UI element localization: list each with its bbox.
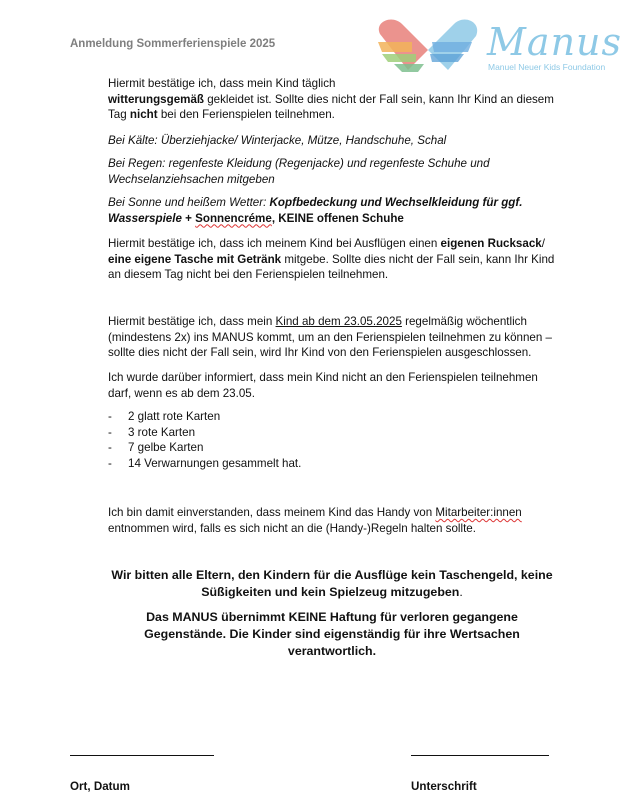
text-bold: nicht [129, 108, 158, 121]
attendance-paragraph [108, 314, 556, 361]
text-bold: Kopfbedeckung und Wechselkleidung für ggf. Wasserspiele [108, 196, 523, 225]
notice-paragraph-1 [108, 567, 556, 601]
list-item-text: 7 gelbe Karten [128, 441, 204, 454]
text-bold: witterungsgemäß [108, 92, 204, 106]
text: . [459, 585, 463, 599]
sun-weather-line [108, 195, 556, 226]
text: gekleidet ist. Sollte dies nicht der Fall sein, kann Ihr Kind an diesem Tag [108, 92, 554, 121]
text-underlined: Mitarbeiter:innen [435, 506, 522, 519]
signature-label: Unterschrift [411, 780, 477, 793]
notice-paragraph-2: Das MANUS übernimmt KEINE Haftung für verloren gegangene Gegenstände. Die Kinder sind eigenständig für ihre Wertsachen verantwortlich. [144, 610, 520, 658]
text: / [541, 237, 545, 250]
list-item-text: 14 Verwarnungen gesammelt hat. [128, 456, 302, 470]
list-item: - 7 gelbe Karten [108, 441, 204, 454]
header-title: Anmeldung Sommerferienspiele 2025 [70, 38, 276, 50]
rain-weather-line: Bei Regen: regenfeste Kleidung (Regenjacke) und regenfeste Schuhe und Wechselanziehsachen mitgeben [108, 157, 490, 186]
list-item-text: 2 glatt rote Karten [128, 410, 221, 423]
signature-line-left [70, 755, 214, 756]
text-underlined: Kind ab dem 23.05.2025 [275, 315, 402, 328]
text-bold: eine eigene Tasche mit Getränk [108, 252, 282, 266]
text: mitgebe. Sollte dies nicht der Fall sein, kann Ihr Kind an diesem Tag nicht bei den Ferienspielen teilnehmen. [108, 252, 555, 281]
text-bold: Wir bitten alle Eltern, den Kindern für die Ausflüge kein Taschengeld, keine Süßigkeiten und kein Spielzeug mitzugeben [111, 568, 553, 599]
text: entnommen wird, falls es sich nicht an die (Handy-)Regeln halten sollte. [108, 521, 476, 535]
place-date-label: Ort, Datum [70, 780, 130, 793]
backpack-paragraph [108, 236, 556, 283]
logo-wordmark: Manus [487, 20, 623, 64]
cold-weather-line: Bei Kälte: Überziehjacke/ Winterjacke, Mütze, Handschuhe, Schal [108, 134, 447, 147]
text: regelmäßig wöchentlich (mindestens 2x) ins MANUS kommt, um an den Ferienspielen teilnehmen zu können – sollte dies nicht der Fall sein, wird Ihr Kind von den Ferienspielen ausgeschlossen. [108, 315, 552, 359]
list-item: - 3 rote Karten [108, 425, 196, 439]
text-bold: + [181, 211, 196, 225]
text: Hiermit bestätige ich, dass mein [108, 315, 276, 328]
list-item: - 14 Verwarnungen gesammelt hat. [108, 456, 302, 470]
signature-line-right [411, 755, 549, 756]
text-bold: eigenen Rucksack [440, 237, 542, 250]
card-list [108, 409, 301, 471]
heart-hands-icon [372, 12, 484, 74]
phone-paragraph [108, 505, 556, 536]
text: bei den Ferienspielen teilnehmen. [157, 108, 335, 121]
text-bold: Sonnencréme [195, 211, 272, 225]
logo-subtitle: Manuel Neuer Kids Foundation [488, 62, 606, 72]
manus-logo [372, 12, 623, 82]
text: Bei Sonne und heißem Wetter: [108, 196, 270, 209]
list-item: - 2 glatt rote Karten [108, 410, 221, 423]
text: Ich bin damit einverstanden, dass meinem Kind das Handy von [108, 506, 436, 519]
text: Hiermit bestätige ich, dass mein Kind täglich [108, 77, 336, 90]
clothing-paragraph [108, 76, 556, 123]
text-bold: , KEINE offenen Schuhe [271, 211, 404, 225]
info-paragraph: Ich wurde darüber informiert, dass mein Kind nicht an den Ferienspielen teilnehmen darf, wenn es ab dem 23.05. [108, 371, 538, 400]
list-item-text: 3 rote Karten [128, 425, 196, 439]
text: Hiermit bestätige ich, dass ich meinem Kind bei Ausflügen einen [108, 237, 441, 250]
